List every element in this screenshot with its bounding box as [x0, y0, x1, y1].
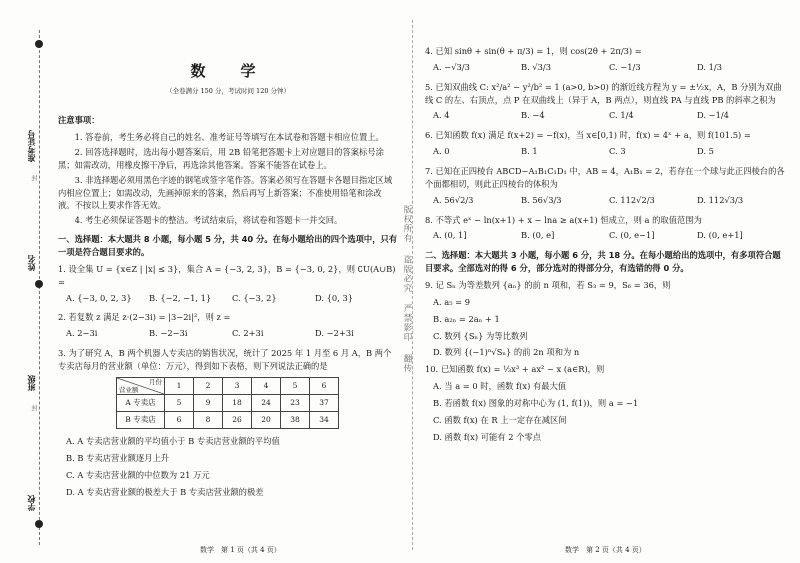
page-footer-right: 数学 第 2 页（共 4 页）: [565, 546, 646, 554]
binding-seal-mark: 封: [30, 405, 37, 411]
table-corner-header: [117, 377, 165, 394]
question-options: [433, 229, 785, 242]
table-cell: 8: [194, 411, 223, 428]
option: C. 112√2/3: [609, 194, 655, 205]
option: A. 4: [433, 110, 450, 121]
section-heading: 二、选择题：本大题共 3 小题，每小题 6 分，共 18 分。在每小题给出的选项中，有多项符合题目要求。全部选对的得 6 分，部分选对的得部分分，有选错的得 0 分。: [425, 250, 781, 274]
table-header-cell: 6: [310, 377, 339, 394]
notice-heading: 注意事项：: [58, 115, 100, 126]
question-stem: 4. 已知 sinθ + sin(θ + π/3) = 1，则 cos(2θ + 2π/3) =: [425, 46, 642, 56]
question-stem: 10. 已知函数 f(x) = ⅓x³ + ax² − x (a∈R)，则: [425, 364, 605, 375]
left-page: [58, 60, 398, 502]
question-options: [66, 327, 398, 340]
notice-item: 4. 考生必须保证答题卡的整洁。考试结束后，将试卷和答题卡一并交回。: [74, 215, 343, 226]
option: B. 1: [521, 146, 538, 157]
option: D. {0, 3}: [315, 292, 354, 303]
question-options: [66, 292, 398, 305]
field-name: 姓名: [27, 255, 36, 271]
option: B. {−2, −1, 1}: [149, 292, 212, 303]
field-exam-number: 准考证号: [27, 130, 36, 162]
table-row: [117, 411, 339, 428]
row-label: B 专卖店: [117, 411, 165, 428]
question-options: [433, 61, 785, 74]
question-stem: 9. 记 Sₙ 为等差数列 {aₙ} 的前 n 项和，若 S₃ = 9，S₆ = 36，则: [425, 280, 671, 291]
option: D. 函数 f(x) 可能有 2 个零点: [433, 431, 542, 442]
option: D. −1/4: [697, 110, 729, 121]
question-stem: 8. 不等式 eˣ − ln(x+1) + x − lna ≥ a(x+1) 恒成立，则 a 的取值范围为: [425, 214, 702, 225]
field-class: 班级: [27, 375, 36, 391]
table-header-cell: 4: [252, 377, 281, 394]
option: A. 0: [433, 146, 450, 157]
table-cell: 9: [194, 394, 223, 411]
field-school: 学校: [27, 495, 36, 511]
option: D. 数列 {(−1)ⁿ√Sₙ} 的前 2n 项和为 n: [433, 347, 580, 358]
corner-label-month: 月份: [149, 377, 162, 386]
option: C. 数列 {Sₙ} 为等比数列: [433, 330, 528, 341]
option: B. −2−3i: [149, 328, 188, 339]
question-stem: 5. 已知双曲线 C: x²/a² − y²/b² = 1 (a>0, b>0) 的渐近线方程为 y = ±½x，A，B 分别为双曲线 C 的左、右顶点，点 P 在双曲线上（异于 A，B 两点），则直线 PA 与直线 PB 的斜率之积为: [425, 81, 782, 105]
option: C. 1/4: [609, 110, 634, 121]
corner-label-revenue: 营业额: [119, 385, 139, 394]
table-row: [117, 394, 339, 411]
table-cell: 6: [165, 411, 194, 428]
option: A. (0, 1]: [433, 230, 467, 241]
question-stem: 6. 已知函数 f(x) 满足 f(x+2) = −f(x)，当 x∈[0,1) 时，f(x) = 4ˣ + a，则 f(101.5) =: [425, 130, 751, 141]
table-cell: 18: [223, 394, 252, 411]
page-title: 数 学: [190, 62, 266, 80]
option: D. 5: [697, 146, 714, 157]
table-cell: 37: [310, 394, 339, 411]
option: D. A 专卖店营业额的极差大于 B 专卖店营业额的极差: [66, 486, 264, 497]
table-cell: 20: [252, 411, 281, 428]
binding-hole: [35, 280, 43, 288]
table-cell: 5: [165, 394, 194, 411]
option: B. 56√3/3: [521, 194, 562, 205]
option: B. 若函数 f(x) 图象的对称中心为 (1, f(1))，则 a = −1: [433, 398, 639, 409]
option: C. (0, e−1]: [609, 230, 655, 241]
option: A. 当 a = 0 时，函数 f(x) 有最大值: [433, 381, 567, 392]
table-cell: 24: [252, 394, 281, 411]
binding-hole: [35, 520, 43, 528]
page-subtitle: （全卷满分 150 分，考试时间 120 分钟）: [165, 87, 291, 96]
option: B. B 专卖店营业额逐月上升: [66, 452, 170, 463]
question-options: [433, 109, 785, 122]
option: D. (0, e+1]: [697, 230, 743, 241]
binding-strip: [0, 0, 48, 563]
option: A. −√3/3: [433, 61, 470, 72]
option: B. a₂ₙ = 2aₙ + 1: [433, 313, 500, 324]
question-stem: 2. 若复数 z 满足 z·(2−3i) = |3−2i|²，则 z =: [58, 312, 231, 323]
question-options: [425, 296, 785, 359]
option: A. 2−3i: [66, 328, 98, 339]
option: A. {−3, 0, 2, 3}: [66, 292, 132, 303]
question-stem: 7. 已知在正四棱台 ABCD−A₁B₁C₁D₁ 中，AB = 4，A₁B₁ = 2，若存在一个球与此正四棱台的各个面都相切，则此正四棱台的体积为: [425, 166, 785, 189]
option: D. 1/3: [697, 61, 722, 72]
table-header-cell: 2: [194, 377, 223, 394]
stamp-line: 版权所有: [402, 205, 412, 243]
stamp-line: 翻传: [402, 354, 412, 374]
row-label: A 专卖店: [117, 394, 165, 411]
page-footer-left: 数学 第 1 页（共 4 页）: [200, 546, 281, 554]
table-cell: 23: [281, 394, 310, 411]
stamp-line: 盗版必究: [402, 254, 412, 293]
option: A. a₅ = 9: [433, 296, 471, 307]
question-stem: 1. 设全集 U = {x∈Z | |x| ≤ 3}，集合 A = {−3, 2, 3}，B = {−3, 0, 2}，则 ∁U(A∪B) =: [58, 263, 396, 287]
notice-item: 3. 非选择题必须用黑色字迹的钢笔或签字笔作答。答案必须写在答题卡各题目指定区域内相应位置上；如需改动，先画掉原来的答案，然后再写上新答案；不准使用铅笔和涂改液。不按以上要求作答无效。: [58, 174, 393, 211]
notice-item: 1. 答卷前，考生务必将自己的姓名、准考证号等填写在本试卷和答题卡相应位置上。: [74, 132, 384, 143]
question-options: [58, 435, 398, 498]
sales-table: [116, 377, 339, 429]
table-cell: 38: [281, 411, 310, 428]
question-options: [433, 145, 785, 158]
binding-hole: [35, 40, 43, 48]
question-stem: 3. 为了研究 A，B 两个机器人专卖店的销售状况，统计了 2025 年 1 月至 6 月 A，B 两个专卖店每月的营业额（单位：万元），得到如下表格，则下列说法正确的是: [58, 348, 392, 372]
table-cell: 26: [223, 411, 252, 428]
option: C. −1/3: [609, 61, 641, 72]
option: C. 3: [609, 146, 626, 157]
option: B. √3/3: [521, 61, 552, 72]
option: D. −2+3i: [315, 328, 354, 339]
option: C. 函数 f(x) 在 R 上一定存在减区间: [433, 414, 567, 425]
question-options: [425, 380, 785, 443]
option: C. A 专卖店营业额的中位数为 21 万元: [66, 469, 210, 480]
option: B. −4: [521, 110, 545, 121]
copyright-stamp: [401, 205, 413, 381]
option: D. 112√3/3: [697, 194, 744, 205]
right-page: [425, 45, 785, 448]
table-cell: 34: [310, 411, 339, 428]
notice-item: 2. 回答选择题时，选出每小题答案后，用 2B 铅笔把答题卡上对应题目的答案标号涂黑；如需改动，用橡皮擦干净后，再选涂其他答案。答案不能答在试卷上。: [58, 147, 384, 170]
option: A. A 专卖店营业额的平均值小于 B 专卖店营业额的平均值: [66, 435, 280, 446]
option: A. 56√2/3: [433, 194, 474, 205]
table-header-cell: 1: [165, 377, 194, 394]
option: B. (0, e]: [521, 230, 555, 241]
stamp-line: 严禁影印: [402, 304, 412, 343]
section-heading: 一、选择题：本大题共 8 小题，每小题 5 分，共 40 分。在每小题给出的四个选项中，只有一项是符合题目要求的。: [58, 234, 398, 258]
table-header-cell: 5: [281, 377, 310, 394]
table-header-cell: 3: [223, 377, 252, 394]
option: C. {−3, 2}: [232, 292, 277, 303]
option: C. 2+3i: [232, 328, 264, 339]
binding-seal-mark: 封: [30, 175, 37, 181]
question-options: [433, 194, 785, 207]
